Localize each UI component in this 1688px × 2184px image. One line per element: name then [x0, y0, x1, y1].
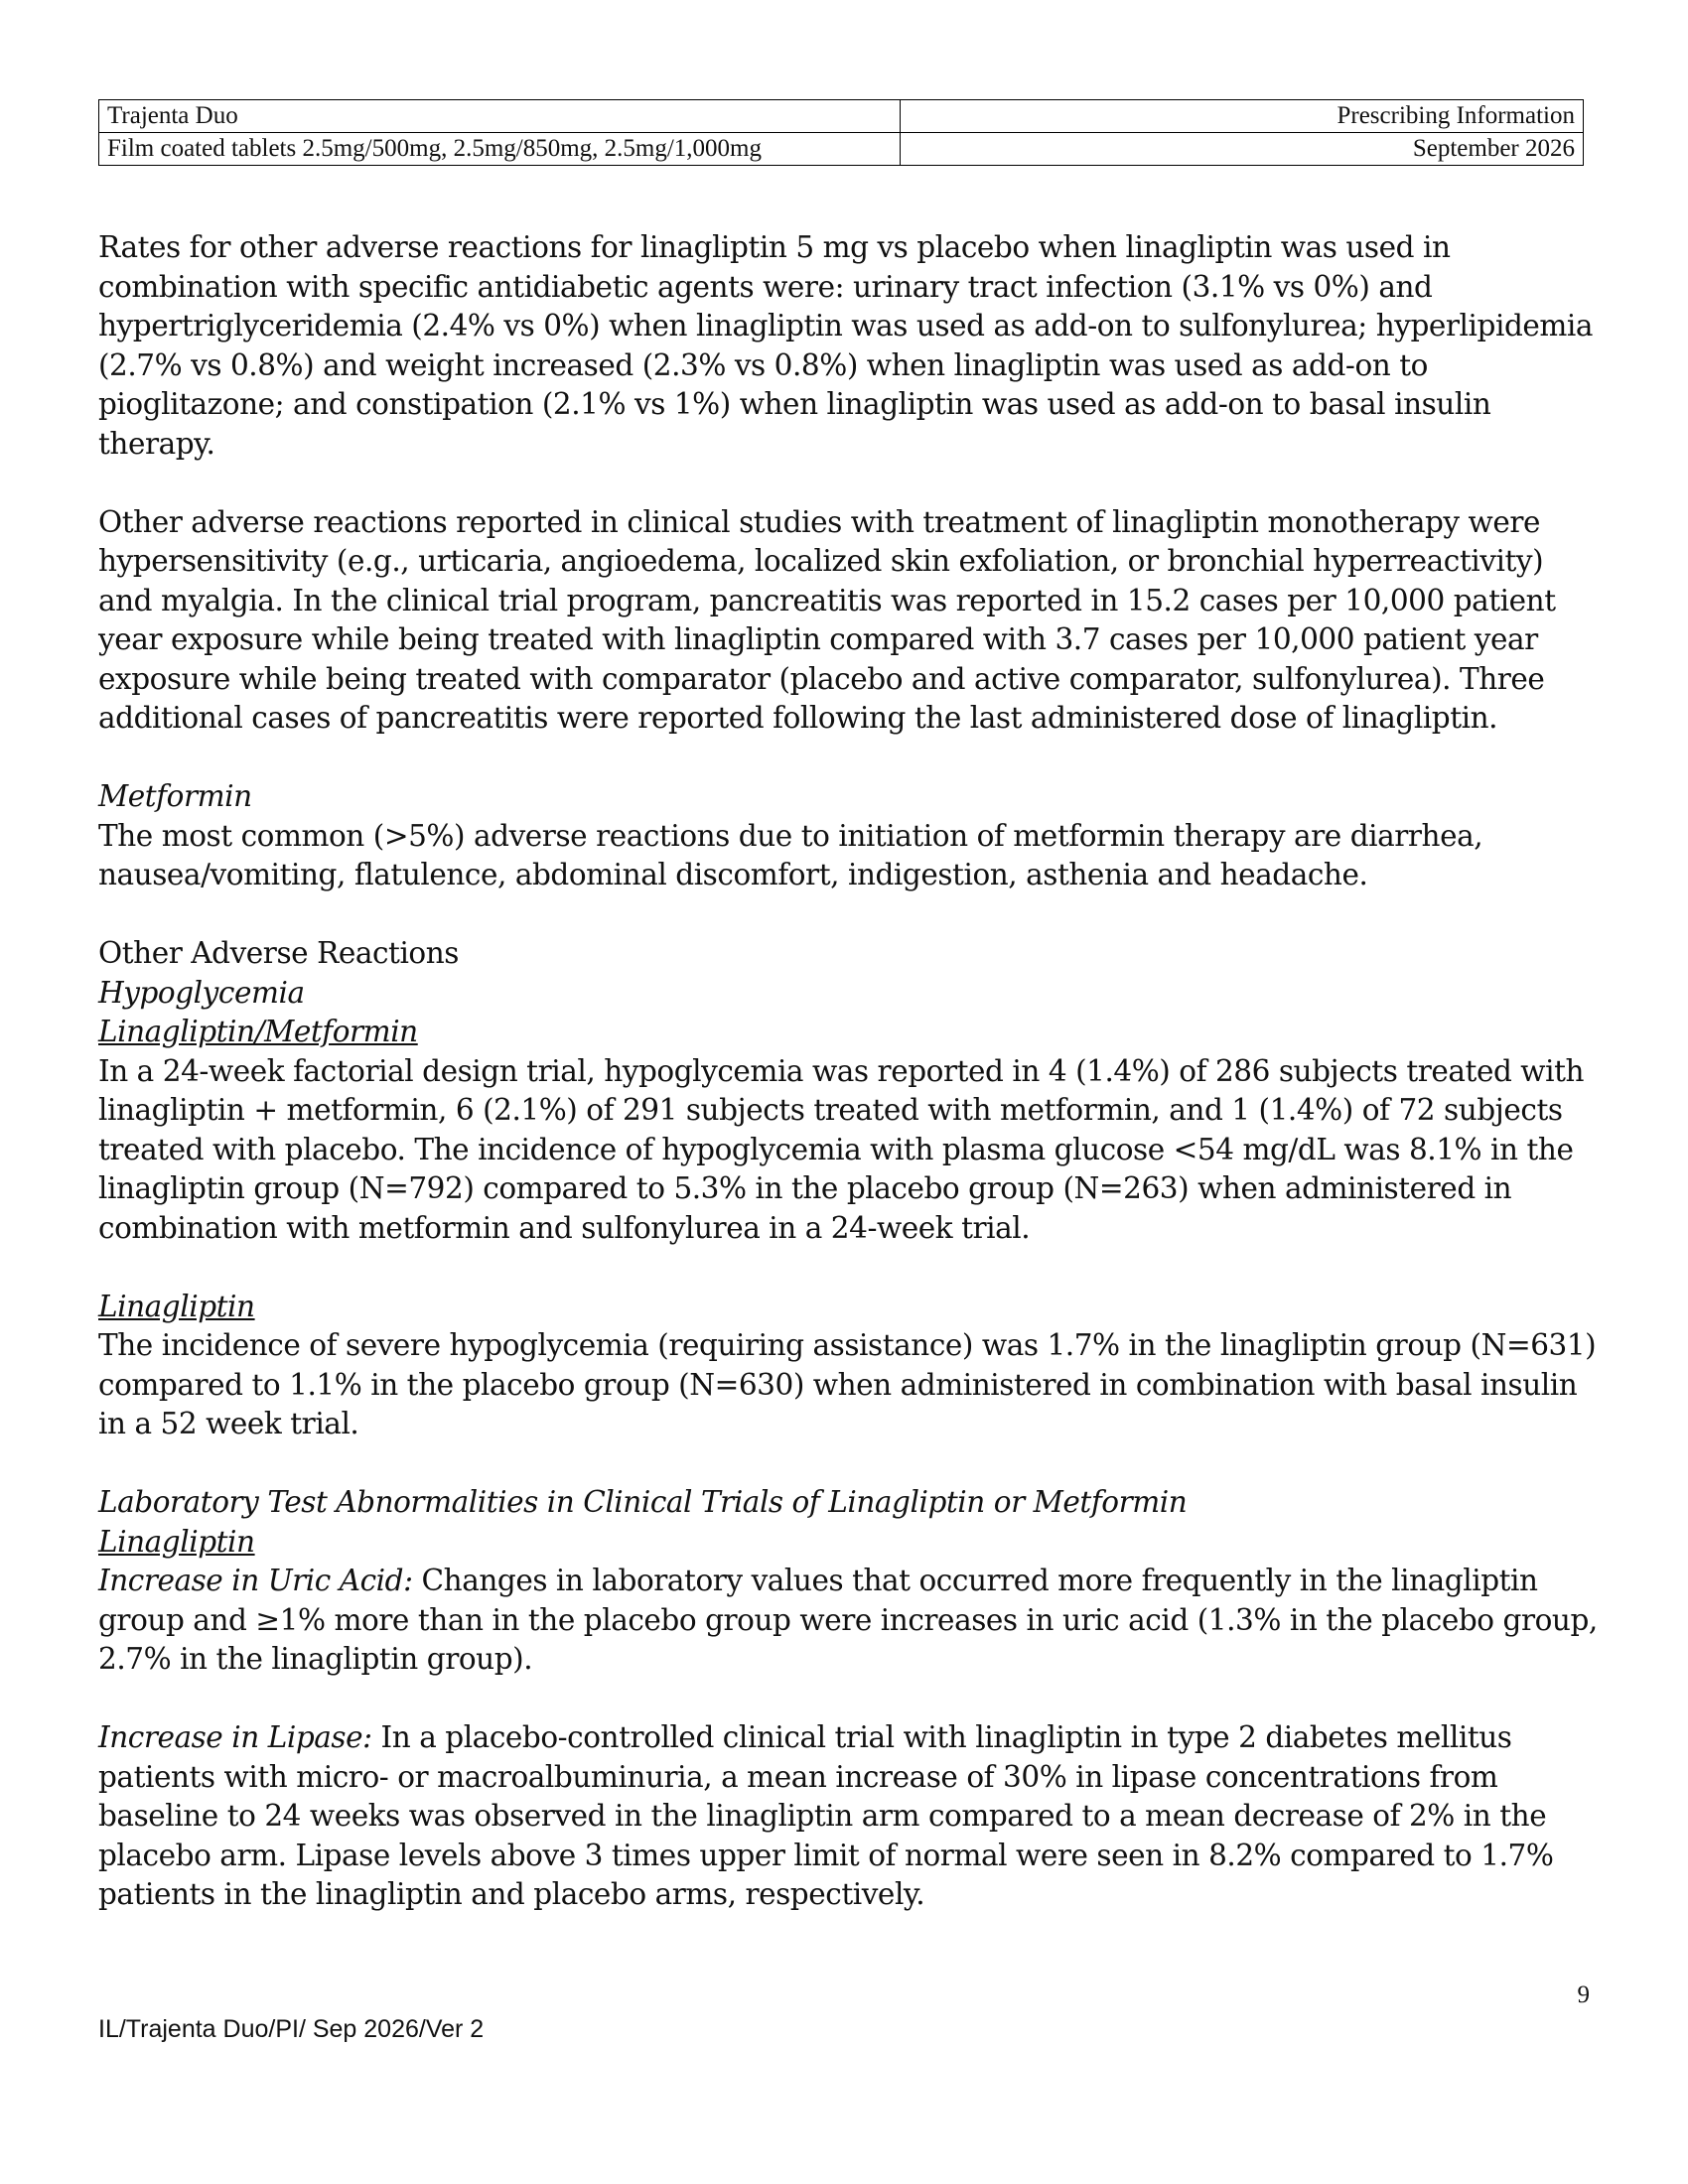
header-product-name: Trajenta Duo: [99, 100, 901, 133]
paragraph-severe-hypoglycemia: The incidence of severe hypoglycemia (requiring assistance) was 1.7% in the linagliptin group (N=631) compared to 1.1% in the placebo group (N=630) when administered in combination with basal insulin in a 52 week trial.: [98, 1328, 1597, 1440]
document-header-table: [98, 99, 1584, 166]
header-row-2: [99, 133, 1584, 166]
paragraph-linagliptin-metformin-hypoglycemia: In a 24-week factorial design trial, hypoglycemia was reported in 4 (1.4%) of 286 subjects treated with linagliptin + metformin, 6 (2.1%) of 291 subjects treated with metformin, and 1 (1.4%) of 72 subjects treated with placebo. The incidence of hypoglycemia with plasma glucose <54 mg/dL was 8.1% in the linagliptin group (N=792) compared to 5.3% in the placebo group (N=263) when administered in combination with metformin and sulfonylurea in a 24-week trial.: [98, 1053, 1585, 1245]
label-increase-in-uric-acid: Increase in Uric Acid:: [98, 1564, 413, 1597]
heading-linagliptin-lab: Linagliptin: [98, 1524, 255, 1559]
heading-metformin: Metformin: [98, 779, 252, 813]
footer-document-code: IL/Trajenta Duo/PI/ Sep 2026/Ver 2: [98, 2015, 485, 2043]
document-body: [98, 228, 1598, 1954]
text-uric-acid: Changes in laboratory values that occurred more frequently in the linagliptin group and ≥1% more than in the placebo group were increases in uric acid (1.3% in the placebo group, 2.7% in the linagliptin group).: [98, 1564, 1598, 1676]
section-lipase: [98, 1718, 1598, 1915]
label-increase-in-lipase: Increase in Lipase:: [98, 1720, 372, 1754]
section-linagliptin-severe-hypoglycemia: [98, 1288, 1598, 1444]
header-formulation: Film coated tablets 2.5mg/500mg, 2.5mg/850mg, 2.5mg/1,000mg: [99, 133, 901, 166]
paragraph-monotherapy-adverse-reactions: Other adverse reactions reported in clinical studies with treatment of linagliptin monotherapy were hypersensitivity (e.g., urticaria, angioedema, localized skin exfoliation, or bronchial hyperreactivity) and myalgia. In the clinical trial program, pancreatitis was reported in 15.2 cases per 10,000 patient year exposure while being treated with linagliptin compared with 3.7 cases per 10,000 patient year exposure while being treated with comparator (placebo and active comparator, sulfonylurea). Three additional cases of pancreatitis were reported following the last administered dose of linagliptin.: [98, 504, 1556, 735]
heading-hypoglycemia: Hypoglycemia: [98, 975, 305, 1010]
header-date: September 2026: [901, 133, 1584, 166]
paragraph-lipase: [98, 1718, 1598, 1915]
section-other-adverse-reactions: [98, 934, 1598, 1248]
paragraph-metformin: The most common (>5%) adverse reactions due to initiation of metformin therapy are diarrhea, nausea/vomiting, flatulence, abdominal discomfort, indigestion, asthenia and headache.: [98, 818, 1483, 891]
section-laboratory-test-abnormalities: [98, 1483, 1598, 1680]
section-metformin: [98, 777, 1598, 895]
heading-linagliptin-metformin: Linagliptin/Metformin: [98, 1015, 418, 1048]
heading-linagliptin: Linagliptin: [98, 1289, 255, 1323]
heading-other-adverse-reactions: Other Adverse Reactions: [98, 936, 459, 970]
header-document-type: Prescribing Information: [901, 100, 1584, 133]
header-row-1: [99, 100, 1584, 133]
text-lipase: In a placebo-controlled clinical trial with linagliptin in type 2 diabetes mellitus patients with micro- or macroalbuminuria, a mean increase of 30% in lipase concentrations from baseline to 24 weeks was observed in the linagliptin arm compared to a mean decrease of 2% in the placebo arm. Lipase levels above 3 times upper limit of normal were seen in 8.2% compared to 1.7% patients in the linagliptin and placebo arms, respectively.: [98, 1720, 1554, 1911]
heading-laboratory-test-abnormalities: Laboratory Test Abnormalities in Clinical Trials of Linagliptin or Metformin: [98, 1485, 1188, 1519]
page-number: 9: [1577, 1981, 1590, 2008]
paragraph-uric-acid: [98, 1562, 1598, 1680]
paragraph-other-adverse-rates: Rates for other adverse reactions for linagliptin 5 mg vs placebo when linagliptin was used in combination with specific antidiabetic agents were: urinary tract infection (3.1% vs 0%) and hypertriglyceridemia (2.4% vs 0%) when linagliptin was used as add-on to sulfonylurea; hyperlipidemia (2.7% vs 0.8%) and weight increased (2.3% vs 0.8%) when linagliptin was used as add-on to pioglitazone; and constipation (2.1% vs 1%) when linagliptin was used as add-on to basal insulin therapy.: [98, 230, 1594, 461]
